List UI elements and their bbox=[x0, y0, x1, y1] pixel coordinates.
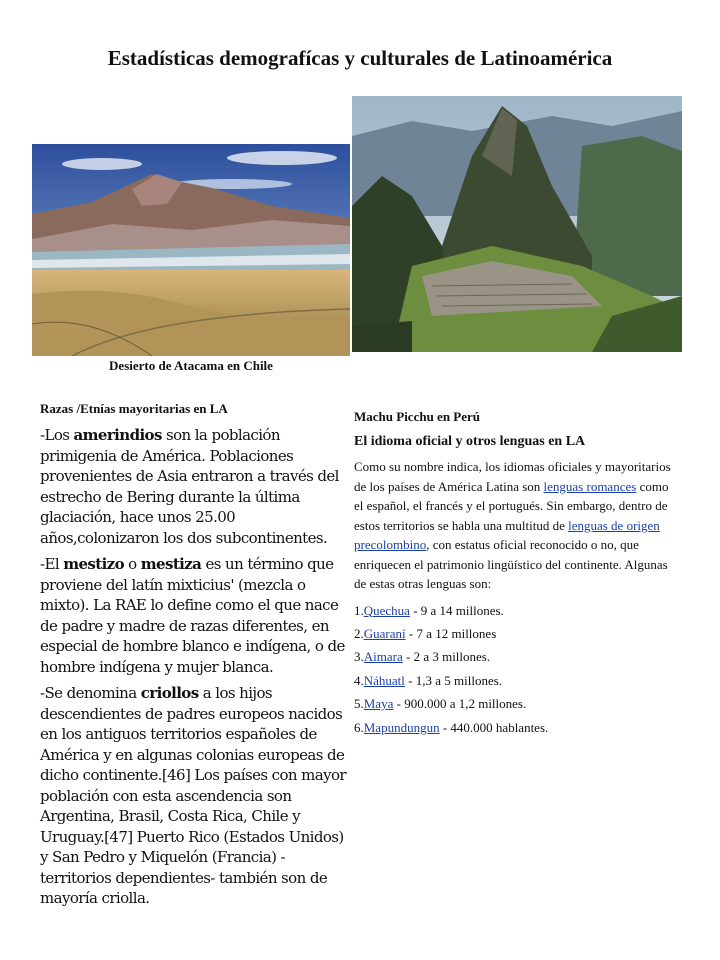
mestizo-term: mestizo bbox=[63, 555, 124, 573]
lenguas-precolombinas-link[interactable]: lenguas de origen precolombino bbox=[354, 517, 660, 552]
criollos-term: criollos bbox=[140, 684, 199, 702]
list-item: 4.Náhuatl - 1,3 a 5 millones. bbox=[354, 672, 503, 688]
ethnicities-section bbox=[40, 401, 346, 915]
languages-heading: El idioma oficial y otros lenguas en LA bbox=[354, 434, 586, 449]
list-item: 2.Guaraní - 7 a 12 millones bbox=[354, 625, 497, 641]
lenguas-romances-link[interactable]: lenguas romances bbox=[543, 478, 637, 494]
page-title: Estadísticas demograf​ícas y culturales de Latinoamérica bbox=[107, 46, 613, 70]
amerindios-term: amerindios bbox=[73, 426, 162, 444]
atacama-caption: Desierto de Atacama en Chile bbox=[109, 358, 273, 373]
maya-link[interactable]: Maya bbox=[363, 696, 394, 712]
languages-list bbox=[354, 599, 674, 739]
list-item: 1.Quechua - 9 a 14 millones. bbox=[354, 602, 504, 618]
amerindios-paragraph: -Los amerindios son la población primigenia de América. Poblaciones provenientes de Asia entraron a través del estrecho de Bering durante la última glaciación, hace unos 25.00 años,colonizaron los dos subcontinentes. bbox=[40, 426, 339, 547]
list-item: 6.Mapundungun - 440.000 hablantes. bbox=[354, 719, 549, 735]
guarani-link[interactable]: Guaraní bbox=[363, 625, 406, 641]
quechua-link[interactable]: Quechua bbox=[363, 602, 410, 618]
machu-picchu-caption: Machu Picchu en Perú bbox=[354, 409, 481, 424]
list-item: 3.Aimara - 2 a 3 millones. bbox=[354, 649, 491, 665]
languages-paragraph: Como su nombre indica, los idiomas oficiales y mayoritarios de los países de América Latina son lenguas romances como el español, el francés y el portugués. Sin embargo, dentro de estos territorios se habla una multitud de lenguas de origen precolombino, con estatus oficial reconocido o no, que enriquecen el patrimonio lingüístico del continente. Algunas de estas otras lenguas son: bbox=[354, 459, 671, 591]
mestiza-term: mestiza bbox=[140, 555, 202, 573]
nahuatl-link[interactable]: Náhuatl bbox=[363, 672, 405, 688]
languages-section bbox=[354, 409, 674, 739]
machu-picchu-photo bbox=[352, 96, 682, 352]
atacama-desert-photo bbox=[32, 144, 350, 356]
ethnicities-heading: Razas /Etnías mayoritarias en LA bbox=[40, 401, 228, 416]
mestizo-paragraph: -El mestizo o mestiza es un término que proviene del latín mixticius' (mezcla o mixto). La RAE lo define como el que nace de padre y madre de razas diferentes, en especial de hombre blanco e indígena, o de hombre indígena y mujer blanca. bbox=[40, 555, 345, 676]
criollos-paragraph: -Se denomina criollos a los hijos descendientes de padres europeos nacidos en los antiguos territorios españoles de América y en algunas colonias europeas de dicho continente.[46] Los países con mayor población con esta ascendencia son Argentina, Brasil, Costa Rica, Chile y Uruguay.[47] Puerto Rico (Estados Unidos) y San Pedro y Miquelón (Francia) -territorios dependientes- también son de mayoría criolla. bbox=[40, 684, 346, 907]
aimara-link[interactable]: Aimara bbox=[363, 649, 403, 665]
mapundungun-link[interactable]: Mapundungun bbox=[363, 719, 440, 735]
list-item: 5.Maya - 900.000 a 1,2 millones. bbox=[354, 696, 527, 712]
